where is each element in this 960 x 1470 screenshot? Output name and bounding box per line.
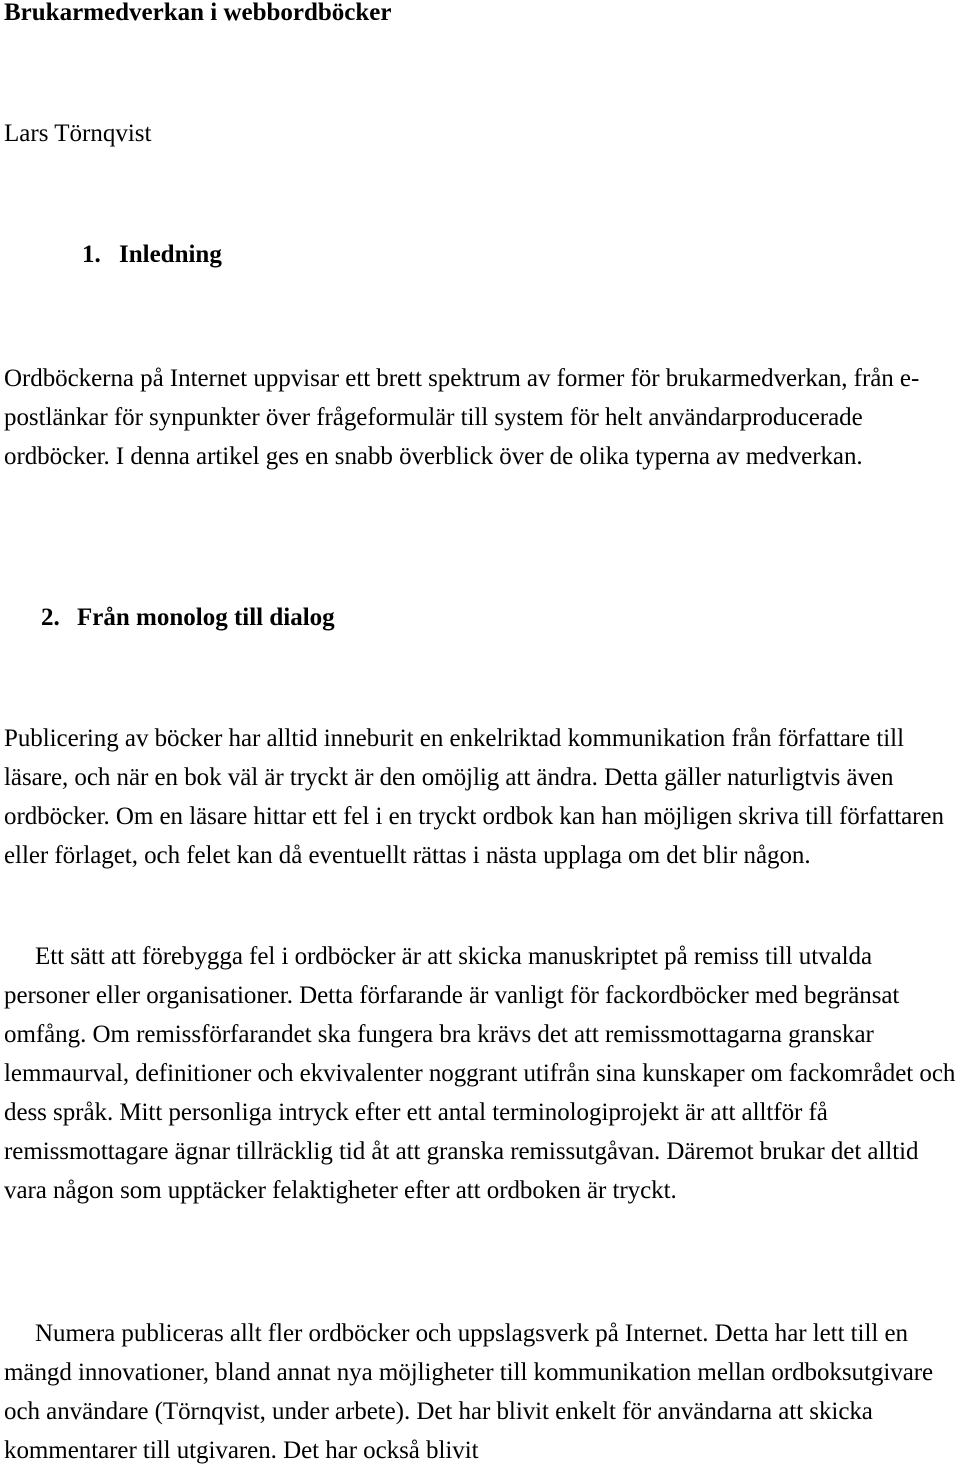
paragraph: Ett sätt att förebygga fel i ordböcker är att skicka manuskriptet på remiss till utvalda personer eller organisationer. Detta förfarande är vanligt för fackordböcker med begränsat omfång. Om remissförfarandet ska fungera bra krävs det att remissmottagarna granskar lemmaurval, definitioner och ekvivalenter noggrant utifrån sina kunskaper om fackområdet och dess språk. Mitt personliga intryck efter ett antal terminologiprojekt är att alltför få remissmottagare ägnar tillräcklig tid åt att granska remissutgåvan. Däremot brukar det alltid vara någon som upptäcker felaktigheter efter att ordboken är tryckt. [4, 943, 956, 1204]
paragraph: Ordböckerna på Internet uppvisar ett brett spektrum av former för brukarmedverkan, från e-postlänkar för synpunkter över frågeformulär till system för helt användarproducerade ordböcker. I denna artikel ges en snabb överblick över de olika typerna av medverkan. [4, 365, 920, 470]
paragraph: Publicering av böcker har alltid inneburit en enkelriktad kommunikation från författare till läsare, och när en bok väl är tryckt är den omöjlig att ändra. Detta gäller naturligtvis även ordböcker. Om en läsare hittar ett fel i en tryckt ordbok kan han möjligen skriva till författaren eller förlaget, och felet kan då eventuellt rättas i nästa upplaga om det blir någon. [4, 725, 944, 869]
author-name: Lars Törnqvist [4, 120, 152, 147]
section-heading-inledning [82, 238, 222, 272]
paragraph: Numera publiceras allt fler ordböcker och uppslagsverk på Internet. Detta har lett till en mängd innovationer, bland annat nya möjligheter till kommunikation mellan ordboksutgivare och användare (Törnqvist, under arbete). Det har blivit enkelt för användarna att skicka kommentarer till utgivaren. Det har också blivit [4, 1320, 934, 1464]
section-title: Från monolog till dialog [77, 604, 335, 631]
document-title: Brukarmedverkan i webbordböcker [4, 0, 392, 26]
section-number: 1. [82, 241, 101, 268]
section-heading-fran-monolog-till-dialog [41, 601, 335, 635]
section-title: Inledning [119, 241, 222, 268]
section-number: 2. [41, 604, 60, 631]
